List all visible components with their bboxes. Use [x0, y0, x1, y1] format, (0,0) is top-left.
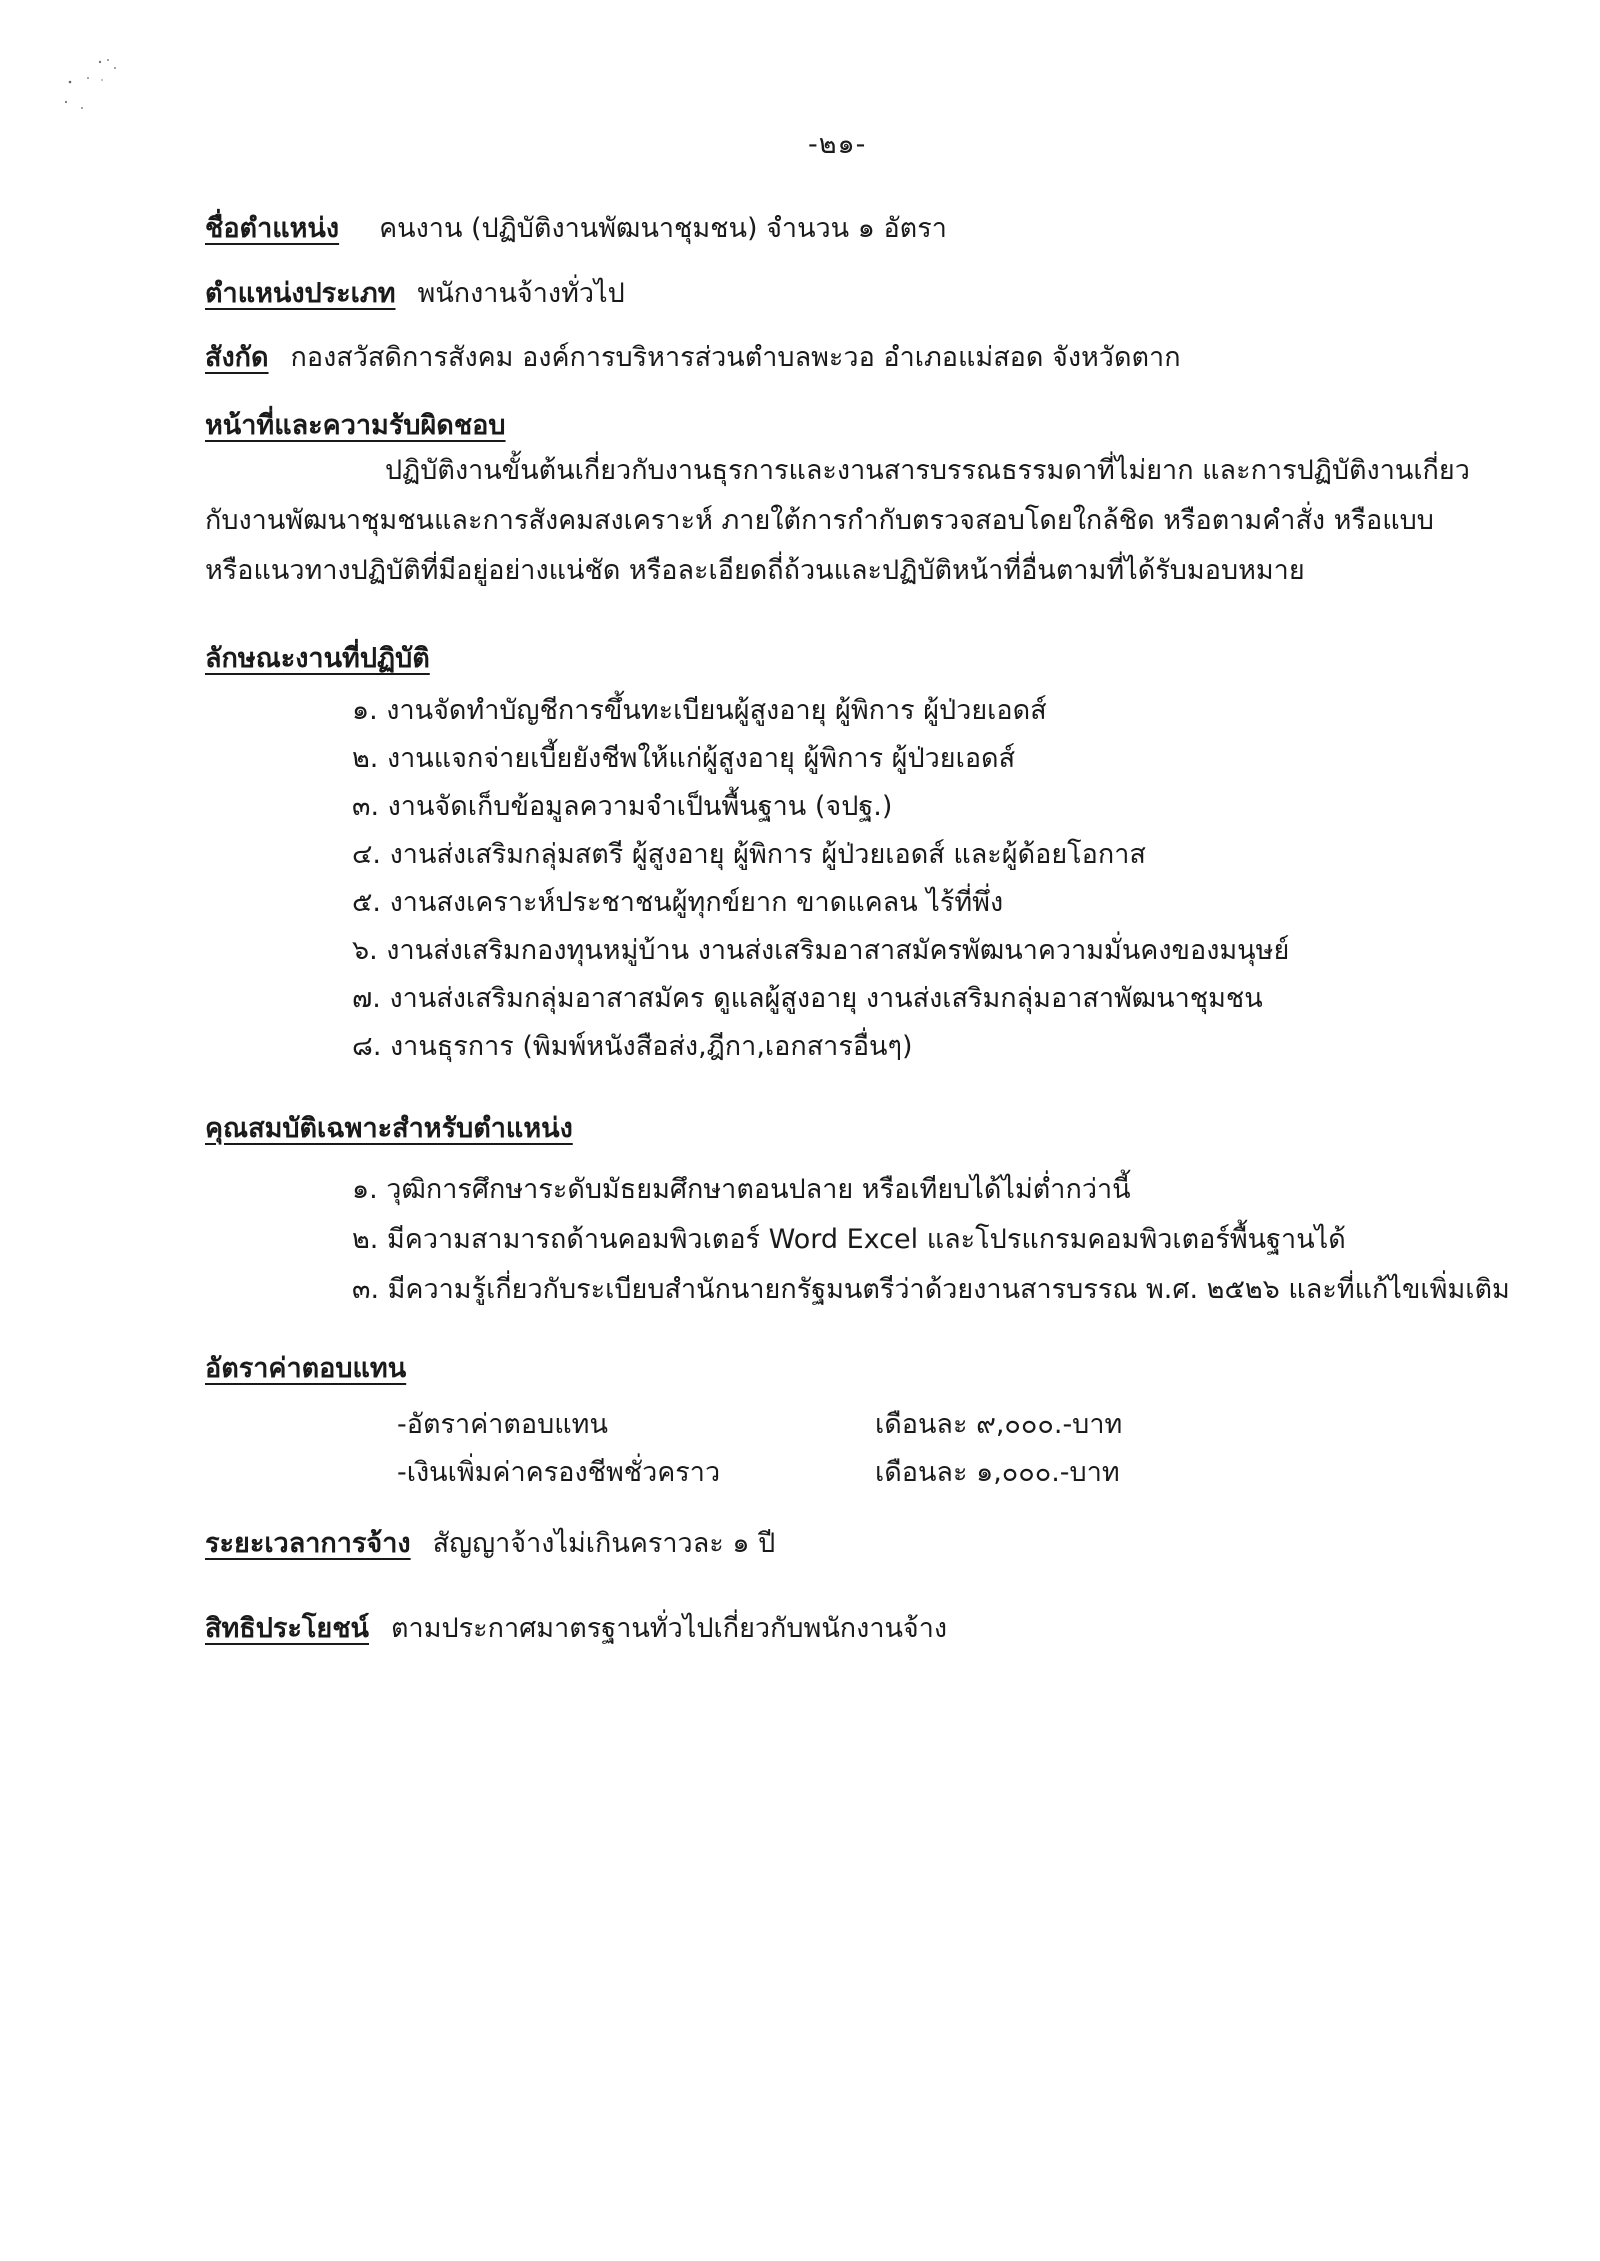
work-nature-heading: ลักษณะงานที่ปฏิบัติ: [205, 643, 430, 674]
position-label: ชื่อตำแหน่ง: [205, 213, 340, 244]
qualification-item: ๒. มีความสามารถด้านคอมพิวเตอร์ Word Excel และโปรแกรมคอมพิวเตอร์พื้นฐานได้: [352, 1224, 1346, 1255]
affiliation-value: กองสวัสดิการสังคม องค์การบริหารส่วนตำบลพะวอ อำเภอแม่สอด จังหวัดตาก: [290, 342, 1181, 373]
position-type-line: [205, 280, 625, 307]
position-line: [205, 215, 947, 242]
work-nature-item: ๗. งานส่งเสริมกลุ่มอาสาสมัคร ดูแลผู้สูงอายุ งานส่งเสริมกลุ่มอาสาพัฒนาชุมชน: [352, 983, 1263, 1014]
page-number: -๒๑-: [808, 129, 867, 160]
qualification-item: ๑. วุฒิการศึกษาระดับมัธยมศึกษาตอนปลาย หรือเทียบได้ไม่ต่ำกว่านี้: [352, 1174, 1131, 1205]
qualification-item: ๓. มีความรู้เกี่ยวกับระเบียบสำนักนายกรัฐมนตรีว่าด้วยงานสารบรรณ พ.ศ. ๒๕๒๖ และที่แก้ไขเพิ่มเติม: [352, 1274, 1510, 1305]
qualifications-heading: คุณสมบัติเฉพาะสำหรับตำแหน่ง: [205, 1113, 573, 1144]
duties-paragraph: [205, 446, 1475, 596]
work-nature-item: ๔. งานส่งเสริมกลุ่มสตรี ผู้สูงอายุ ผู้พิการ ผู้ป่วยเอดส์ และผู้ด้อยโอกาส: [352, 839, 1146, 870]
position-type-label: ตำแหน่งประเภท: [205, 278, 396, 309]
work-nature-item: ๓. งานจัดเก็บข้อมูลความจำเป็นพื้นฐาน (จปฐ.): [352, 791, 893, 822]
scan-specks-decoration: [60, 50, 170, 140]
benefits-value: ตามประกาศมาตรฐานทั่วไปเกี่ยวกับพนักงานจ้าง: [391, 1613, 948, 1644]
work-nature-item: ๘. งานธุรการ (พิมพ์หนังสือส่ง,ฎีกา,เอกสารอื่นๆ): [352, 1031, 913, 1062]
benefits-line: [205, 1615, 947, 1642]
compensation-row-label: -อัตราค่าตอบแทน: [397, 1409, 608, 1440]
duties-heading: หน้าที่และความรับผิดชอบ: [205, 410, 506, 441]
work-nature-item: ๖. งานส่งเสริมกองทุนหมู่บ้าน งานส่งเสริมอาสาสมัครพัฒนาความมั่นคงของมนุษย์: [352, 935, 1290, 966]
compensation-row-label: -เงินเพิ่มค่าครองชีพชั่วคราว: [397, 1457, 721, 1488]
duties-text: ปฏิบัติงานขั้นต้นเกี่ยวกับงานธุรการและงานสารบรรณธรรมดาที่ไม่ยาก และการปฏิบัติงานเกี่ยวกับงานพัฒนาชุมชนและการสังคมสงเคราะห์ ภายใต้การกำกับตรวจสอบโดยใกล้ชิด หรือตามคำสั่ง หรือแบบหรือแนวทางปฏิบัติที่มีอยู่อย่างแน่ชัด หรือละเอียดถี่ถ้วนและปฏิบัติหน้าที่อื่นตามที่ได้รับมอบหมาย: [205, 455, 1470, 586]
employment-period-label: ระยะเวลาการจ้าง: [205, 1528, 411, 1559]
work-nature-item: ๑. งานจัดทำบัญชีการขึ้นทะเบียนผู้สูงอายุ ผู้พิการ ผู้ป่วยเอดส์: [352, 695, 1047, 726]
benefits-label: สิทธิประโยชน์: [205, 1613, 370, 1644]
compensation-row-value: เดือนละ ๑,๐๐๐.-บาท: [875, 1457, 1120, 1488]
work-nature-item: ๕. งานสงเคราะห์ประชาชนผู้ทุกข์ยาก ขาดแคลน ไร้ที่พึ่ง: [352, 887, 1004, 918]
position-type-value: พนักงานจ้างทั่วไป: [417, 278, 625, 309]
compensation-row-value: เดือนละ ๙,๐๐๐.-บาท: [875, 1409, 1123, 1440]
employment-period-value: สัญญาจ้างไม่เกินคราวละ ๑ ปี: [432, 1528, 776, 1559]
position-value: คนงาน (ปฏิบัติงานพัฒนาชุมชน) จำนวน ๑ อัตรา: [379, 213, 947, 244]
work-nature-item: ๒. งานแจกจ่ายเบี้ยยังชีพให้แก่ผู้สูงอายุ ผู้พิการ ผู้ป่วยเอดส์: [352, 743, 1016, 774]
compensation-heading: อัตราค่าตอบแทน: [205, 1353, 407, 1384]
affiliation-line: [205, 344, 1181, 371]
employment-period-line: [205, 1530, 775, 1557]
affiliation-label: สังกัด: [205, 342, 269, 373]
